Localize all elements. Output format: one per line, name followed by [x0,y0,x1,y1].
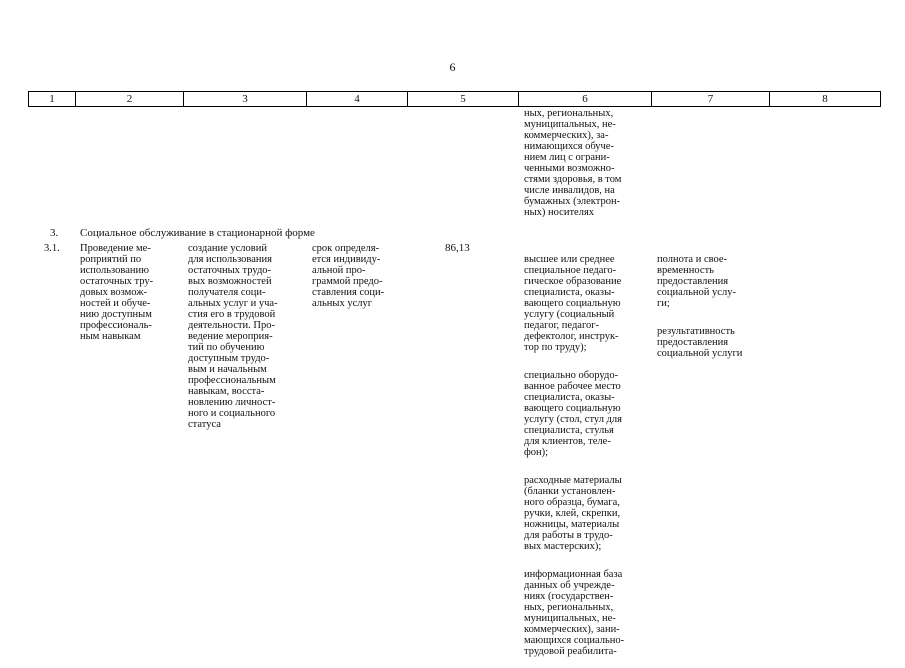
service-conditions [524,243,654,668]
page-number: 6 [449,60,456,74]
quality-indicators [657,243,775,370]
column-header-4: 4 [307,92,408,107]
indicator-item: результативность предоставления социальной услуги [657,326,743,359]
column-header-3: 3 [184,92,307,107]
condition-item: специально оборудо- ванное рабочее место специалиста, оказы- вающего социальную услугу (стол, стул для специалиста, стулья для клиентов, теле- фон); [524,370,622,458]
section-number: 3. [50,227,59,239]
tariff-value: 86,13 [445,242,470,254]
service-name: Проведение ме- роприятий по использованию остаточных тру- довых возмож- ностей и обуче- нию доступным профессиональ- ным навыкам [80,243,154,342]
continuation-text: ных, региональных, муниципальных, не- коммерческих), за- нимающихся обуче- нием лиц с ограни- ченными возможно- стями здоровья, в том числе инвалидов, на бумажных (электрон- ных) носителях [524,108,622,218]
column-header-5: 5 [408,92,519,107]
indicator-item: полнота и свое- временность предоставления социальной услу- ги; [657,254,736,309]
condition-item: расходные материалы (бланки установлен- ного образца, бумага, ручки, клей, скрепки, ножницы, материалы для работы в трудо- вых мастерских); [524,475,622,552]
condition-item: высшее или среднее специальное педаго- гическое образование специалиста, оказы- вающего социальную услугу (социальный педагог, педагог- дефектолог, инструк- тор по труду); [524,254,622,353]
service-description: создание условий для использования остаточных трудо- вых возможностей получателя соци- альных услуг и уча- стия его в трудовой деятельности. Про- ведение мероприя- тий по обучению доступным трудо- вым и начальным профессиональным навыкам, восста- новлению личност- ного и социального статуса [188,243,278,430]
column-header-7: 7 [652,92,770,107]
column-header-8: 8 [770,92,881,107]
column-header-6: 6 [519,92,652,107]
row-number: 3.1. [44,243,60,254]
condition-item: информационная база данных об учрежде- ниях (государствен- ных, региональных, муниципальных, не- коммерческих), зани- мающихся социально- трудовой реабилита- [524,569,625,657]
section-title: Социальное обслуживание в стационарной форме [80,227,315,239]
column-header-2: 2 [76,92,184,107]
column-header-1: 1 [29,92,76,107]
column-number-header [28,91,881,107]
service-term: срок определя- ется индивиду- альной про- граммой предо- ставления соци- альных услуг [312,243,385,309]
